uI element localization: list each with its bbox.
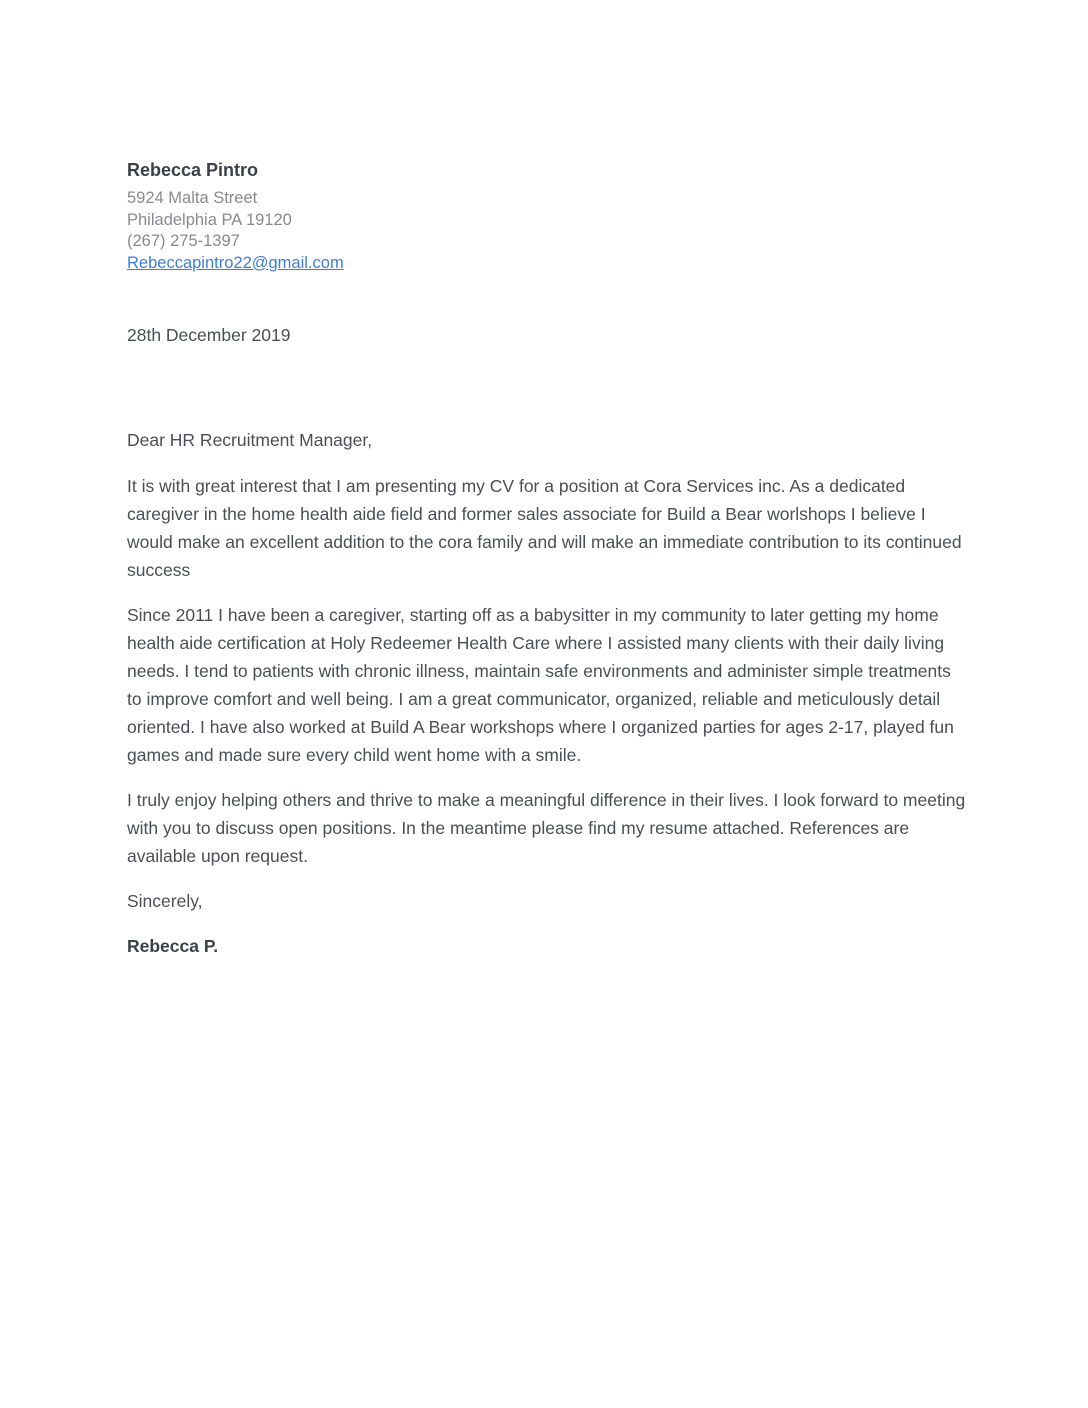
sender-name: Rebecca Pintro [127,160,259,180]
letter-paragraph-intro: It is with great interest that I am presenting my CV for a position at Cora Services inc. As a dedicated caregiver in the home health aide field and former sales associate for Build a Bear worlshops I believe I would make an excellent addition to the cora family and will make an immediate contribution to its continued success [127,476,962,580]
letter-paragraph-experience: Since 2011 I have been a caregiver, starting off as a babysitter in my community to later getting my home health aide certification at Holy Redeemer Health Care where I assisted many clients with their daily living needs. I tend to patients with chronic illness, maintain safe environments and administer simple treatments to improve comfort and well being. I am a great communicator, organized, reliable and meticulously detail oriented. I have also worked at Build A Bear workshops where I organized parties for ages 2-17, played fun games and made sure every child went home with a smile. [127,605,954,765]
letter-salutation: Sincerely, [127,891,203,911]
sender-phone: (267) 275-1397 [127,232,240,250]
sender-address-city: Philadelphia PA 19120 [127,210,292,229]
sender-contact-block [127,158,967,274]
sender-email-link[interactable]: Rebeccapintro22@gmail.com [127,253,344,272]
sender-address-street: 5924 Malta Street [127,189,258,207]
letter-greeting: Dear HR Recruitment Manager, [127,430,373,450]
letter-date: 28th December 2019 [127,325,291,345]
cover-letter [127,158,967,960]
letter-paragraph-closing: I truly enjoy helping others and thrive to make a meaningful difference in their lives. I look forward to meeting with you to discuss open positions. In the meantime please find my resume attached. References are available upon request. [127,790,966,866]
letter-signature: Rebecca P. [127,936,219,956]
